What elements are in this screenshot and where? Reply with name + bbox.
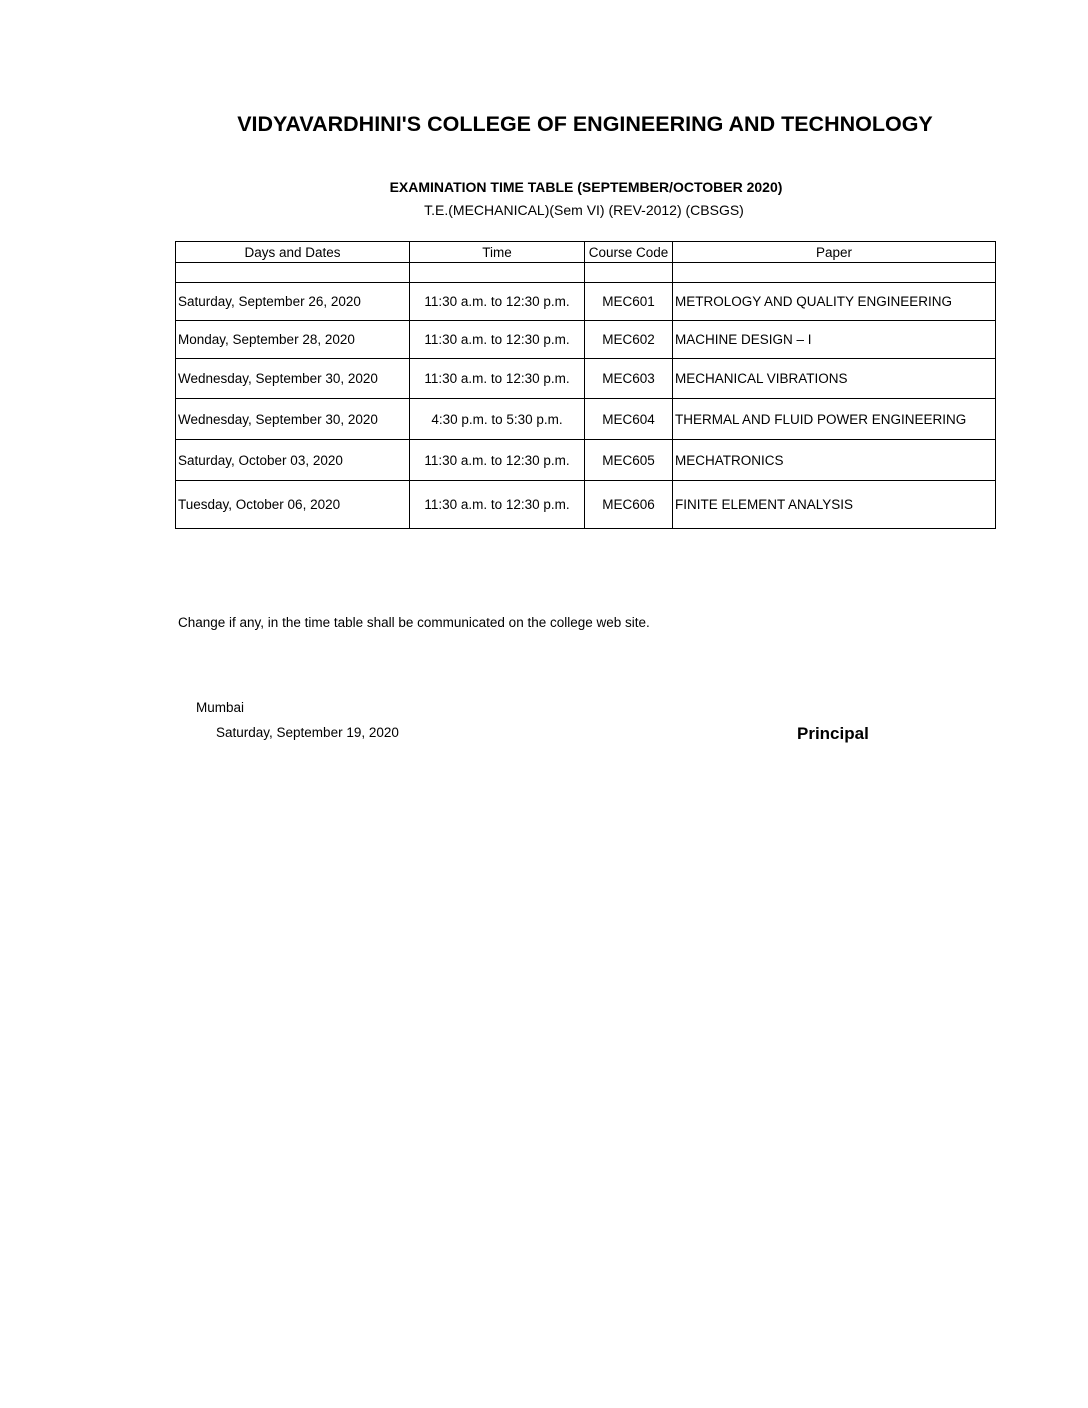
empty-cell xyxy=(585,263,673,283)
table-row xyxy=(176,440,996,481)
exam-title: EXAMINATION TIME TABLE (SEPTEMBER/OCTOBER 2020) xyxy=(389,179,783,195)
table-row xyxy=(176,399,996,440)
course-code: MEC602 xyxy=(585,321,673,359)
exam-date: Saturday, October 03, 2020 xyxy=(176,440,410,481)
signatory-title: Principal xyxy=(797,724,869,743)
empty-cell xyxy=(176,263,410,283)
exam-time: 11:30 a.m. to 12:30 p.m. xyxy=(410,481,585,529)
table-row xyxy=(176,359,996,399)
exam-date: Monday, September 28, 2020 xyxy=(176,321,410,359)
course-code: MEC606 xyxy=(585,481,673,529)
paper-name: MACHINE DESIGN – I xyxy=(673,321,996,359)
course-code: MEC603 xyxy=(585,359,673,399)
course-code: MEC601 xyxy=(585,283,673,321)
paper-name: METROLOGY AND QUALITY ENGINEERING xyxy=(673,283,996,321)
paper-name: FINITE ELEMENT ANALYSIS xyxy=(673,481,996,529)
college-name: VIDYAVARDHINI'S COLLEGE OF ENGINEERING AND TECHNOLOGY xyxy=(237,112,933,136)
exam-date: Tuesday, October 06, 2020 xyxy=(176,481,410,529)
exam-time: 4:30 p.m. to 5:30 p.m. xyxy=(410,399,585,440)
exam-time: 11:30 a.m. to 12:30 p.m. xyxy=(410,321,585,359)
column-header-days-dates: Days and Dates xyxy=(176,242,410,263)
exam-date: Wednesday, September 30, 2020 xyxy=(176,359,410,399)
change-notice: Change if any, in the time table shall be communicated on the college web site. xyxy=(178,615,650,630)
table-header-row xyxy=(176,242,996,263)
exam-timetable xyxy=(175,241,996,529)
place: Mumbai xyxy=(196,700,245,715)
exam-time: 11:30 a.m. to 12:30 p.m. xyxy=(410,359,585,399)
column-header-time: Time xyxy=(410,242,585,263)
table-row xyxy=(176,321,996,359)
empty-cell xyxy=(673,263,996,283)
table-row xyxy=(176,481,996,529)
table-spacer-row xyxy=(176,263,996,283)
course-line: T.E.(MECHANICAL)(Sem VI) (REV-2012) (CBSGS) xyxy=(424,202,744,218)
column-header-paper: Paper xyxy=(673,242,996,263)
column-header-course-code: Course Code xyxy=(585,242,673,263)
paper-name: THERMAL AND FLUID POWER ENGINEERING xyxy=(673,399,996,440)
course-code: MEC605 xyxy=(585,440,673,481)
exam-date: Wednesday, September 30, 2020 xyxy=(176,399,410,440)
course-code: MEC604 xyxy=(585,399,673,440)
empty-cell xyxy=(410,263,585,283)
paper-name: MECHANICAL VIBRATIONS xyxy=(673,359,996,399)
exam-time: 11:30 a.m. to 12:30 p.m. xyxy=(410,283,585,321)
exam-date: Saturday, September 26, 2020 xyxy=(176,283,410,321)
paper-name: MECHATRONICS xyxy=(673,440,996,481)
issue-date: Saturday, September 19, 2020 xyxy=(216,725,399,740)
exam-time: 11:30 a.m. to 12:30 p.m. xyxy=(410,440,585,481)
table-row xyxy=(176,283,996,321)
